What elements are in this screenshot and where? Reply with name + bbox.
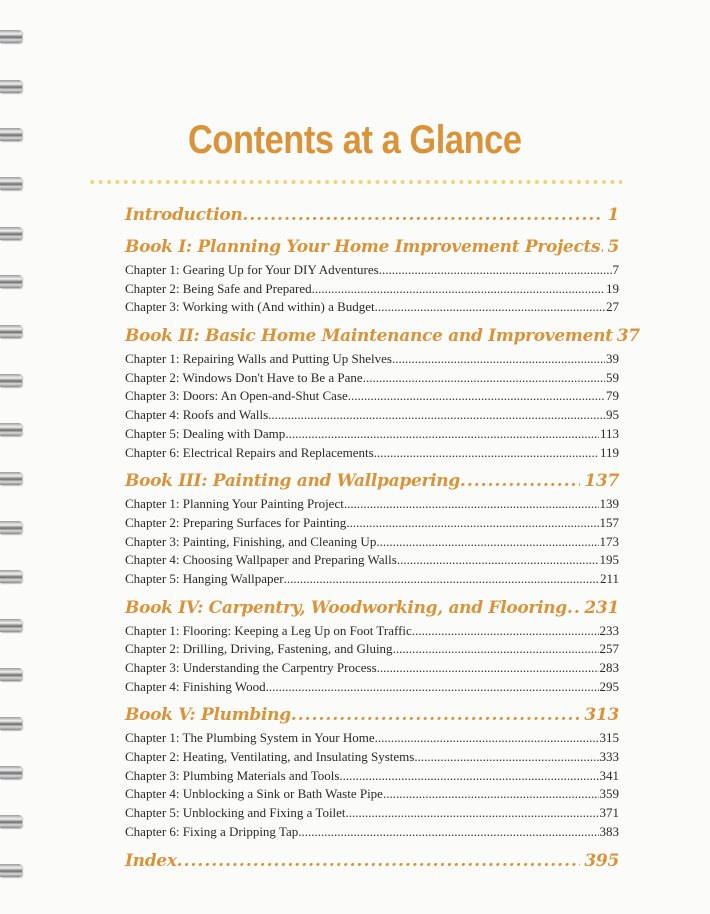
dot-leader	[291, 702, 581, 728]
page-number: 333	[599, 749, 619, 765]
page-number: 395	[584, 850, 619, 871]
toc-chapter[interactable]	[125, 570, 619, 589]
toc-book-5[interactable]	[125, 702, 619, 728]
page-number: 37	[616, 326, 640, 347]
chapter-label: Chapter 5: Dealing with Damp	[125, 425, 286, 441]
book-title: Book II: Basic Home Maintenance and Improvement	[125, 326, 613, 347]
toc-chapter[interactable]	[125, 551, 619, 570]
chapter-label: Chapter 1: Gearing Up for Your DIY Adventures	[125, 262, 379, 277]
chapter-list	[125, 495, 619, 588]
entry-label: Index	[125, 850, 177, 871]
page-number: 173	[599, 533, 619, 549]
page-number: 359	[599, 786, 619, 802]
page-number: 195	[599, 552, 619, 568]
chapter-list	[125, 261, 619, 317]
chapter-label: Chapter 4: Roofs and Walls	[125, 407, 269, 423]
binding-coil	[0, 30, 22, 43]
dot-leader	[567, 595, 581, 621]
toc-chapter[interactable]	[125, 261, 619, 280]
spiral-binding	[0, 0, 24, 914]
binding-coil	[0, 766, 22, 779]
toc-chapter[interactable]	[125, 425, 619, 444]
dot-leader	[412, 622, 599, 641]
page-number: 7	[612, 262, 619, 277]
toc-chapter[interactable]	[125, 767, 619, 786]
binding-coil	[0, 815, 22, 828]
page-number: 5	[607, 237, 619, 257]
dot-leader	[414, 748, 598, 767]
binding-coil	[0, 128, 22, 141]
binding-coil	[0, 80, 22, 93]
dot-leader	[346, 804, 599, 823]
chapter-label: Chapter 1: Flooring: Keeping a Leg Up on Foot Traffic	[125, 622, 412, 638]
toc-chapter[interactable]	[125, 659, 619, 678]
toc-book-4[interactable]	[125, 595, 619, 621]
page-number: 95	[606, 407, 619, 423]
page-number: 1	[607, 205, 619, 225]
toc-chapter[interactable]	[125, 640, 619, 659]
book-title: Book IV: Carpentry, Woodworking, and Flooring	[125, 597, 567, 618]
page-number: 283	[599, 660, 619, 675]
book-title: Book V: Plumbing	[125, 705, 291, 726]
page-number: 19	[606, 280, 619, 296]
chapter-label: Chapter 2: Drilling, Driving, Fastening, and Gluing	[125, 641, 393, 657]
toc-chapter[interactable]	[125, 804, 619, 823]
binding-coil	[0, 864, 22, 877]
chapter-label: Chapter 5: Unblocking and Fixing a Toilet	[125, 805, 346, 821]
binding-coil	[0, 374, 22, 387]
toc-chapter[interactable]	[125, 280, 619, 299]
chapter-label: Chapter 4: Choosing Wallpaper and Preparing Walls	[125, 552, 397, 568]
binding-coil	[0, 325, 22, 338]
dot-leader	[266, 678, 599, 697]
dot-leader	[392, 350, 605, 369]
toc-chapter[interactable]	[125, 514, 619, 533]
dot-leader	[268, 406, 605, 425]
toc-chapter[interactable]	[125, 678, 619, 697]
page-number: 157	[599, 514, 619, 530]
binding-coil	[0, 275, 22, 288]
chapter-label: Chapter 3: Working with (And within) a Budget	[125, 299, 375, 315]
toc-introduction[interactable]	[125, 202, 619, 228]
dot-leader	[177, 848, 581, 874]
page-number: 119	[599, 444, 619, 460]
toc-chapter[interactable]	[125, 444, 619, 463]
chapter-label: Chapter 5: Hanging Wallpaper	[125, 570, 284, 586]
toc-book-3[interactable]	[125, 468, 619, 494]
toc-chapter[interactable]	[125, 298, 619, 317]
dot-leader	[339, 767, 598, 786]
binding-coil	[0, 521, 22, 534]
toc-chapter[interactable]	[125, 495, 619, 514]
page-number: 295	[599, 678, 619, 694]
dotted-divider	[88, 179, 622, 185]
chapter-label: Chapter 6: Fixing a Dripping Tap	[125, 823, 299, 839]
page-number: 315	[599, 730, 619, 746]
toc-index[interactable]	[125, 848, 619, 874]
page-number: 371	[599, 805, 619, 821]
page-number: 79	[606, 388, 619, 404]
book-title: Book III: Painting and Wallpapering	[125, 471, 460, 492]
toc-chapter[interactable]	[125, 785, 619, 804]
dot-leader	[346, 514, 598, 533]
dot-leader	[379, 261, 612, 280]
page-number: 139	[599, 496, 619, 512]
binding-coil	[0, 717, 22, 730]
binding-coil	[0, 472, 22, 485]
dot-leader	[460, 468, 580, 494]
binding-coil	[0, 619, 22, 632]
dot-leader	[377, 659, 599, 678]
dot-leader	[397, 551, 599, 570]
chapter-label: Chapter 1: Planning Your Painting Project	[125, 496, 344, 512]
binding-coil	[0, 177, 22, 190]
chapter-label: Chapter 2: Preparing Surfaces for Painting	[125, 514, 347, 530]
chapter-label: Chapter 3: Painting, Finishing, and Cleaning Up	[125, 533, 377, 549]
toc-chapter[interactable]	[125, 729, 619, 748]
binding-coil	[0, 423, 22, 436]
toc-chapter[interactable]	[125, 823, 619, 842]
entry-label: Introduction	[125, 205, 243, 225]
page-number: 137	[584, 471, 619, 492]
book-title: Book I: Planning Your Home Improvement Projects	[125, 237, 601, 257]
chapter-label: Chapter 2: Windows Don't Have to Be a Pane	[125, 369, 363, 385]
dot-leader	[312, 280, 605, 299]
page-number: 231	[584, 597, 619, 618]
dot-leader	[374, 444, 599, 463]
page-number: 211	[599, 570, 619, 586]
chapter-label: Chapter 3: Doors: An Open-and-Shut Case	[125, 388, 348, 404]
dot-leader	[344, 495, 599, 514]
page-number: 383	[599, 823, 619, 839]
dot-leader	[376, 533, 598, 552]
chapter-label: Chapter 2: Heating, Ventilating, and Insulating Systems	[125, 749, 415, 765]
chapter-list	[125, 350, 619, 462]
toc-chapter[interactable]	[125, 387, 619, 406]
binding-coil	[0, 227, 22, 240]
chapter-list	[125, 729, 619, 841]
page-number: 113	[599, 425, 619, 441]
toc-chapter[interactable]	[125, 748, 619, 767]
chapter-label: Chapter 6: Electrical Repairs and Replacements	[125, 444, 374, 460]
chapter-label: Chapter 1: The Plumbing System in Your Home	[125, 730, 375, 746]
page-number: 233	[599, 622, 619, 638]
dot-leader	[298, 823, 598, 842]
page-number: 313	[584, 705, 619, 726]
toc-chapter[interactable]	[125, 369, 619, 388]
dot-leader	[383, 785, 599, 804]
toc-book-2[interactable]	[125, 323, 640, 349]
dot-leader	[363, 369, 605, 388]
chapter-label: Chapter 1: Repairing Walls and Putting Up Shelves	[125, 351, 392, 367]
dot-leader	[285, 425, 599, 444]
toc-chapter[interactable]	[125, 350, 619, 369]
chapter-label: Chapter 4: Finishing Wood	[125, 678, 266, 694]
toc-chapter[interactable]	[125, 622, 619, 641]
dot-leader	[393, 640, 599, 659]
toc-book-1[interactable]	[125, 234, 619, 260]
table-of-contents	[125, 198, 640, 874]
dot-leader	[375, 298, 605, 317]
page-number: 59	[606, 369, 619, 385]
page-number: 39	[606, 351, 619, 367]
page-number: 341	[599, 767, 619, 783]
chapter-list	[125, 622, 619, 697]
page-number: 257	[599, 641, 619, 657]
chapter-label: Chapter 3: Understanding the Carpentry Process	[125, 660, 377, 675]
chapter-label: Chapter 4: Unblocking a Sink or Bath Waste Pipe	[125, 786, 383, 802]
dot-leader	[348, 387, 605, 406]
page-title: Contents at a Glance	[188, 118, 522, 162]
dot-leader	[242, 202, 603, 228]
page-number: 27	[606, 299, 619, 315]
toc-chapter[interactable]	[125, 406, 619, 425]
toc-chapter[interactable]	[125, 533, 619, 552]
chapter-label: Chapter 2: Being Safe and Prepared	[125, 280, 312, 296]
binding-coil	[0, 668, 22, 681]
dot-leader	[375, 729, 599, 748]
dot-leader	[284, 570, 599, 589]
binding-coil	[0, 570, 22, 583]
chapter-label: Chapter 3: Plumbing Materials and Tools	[125, 767, 340, 783]
